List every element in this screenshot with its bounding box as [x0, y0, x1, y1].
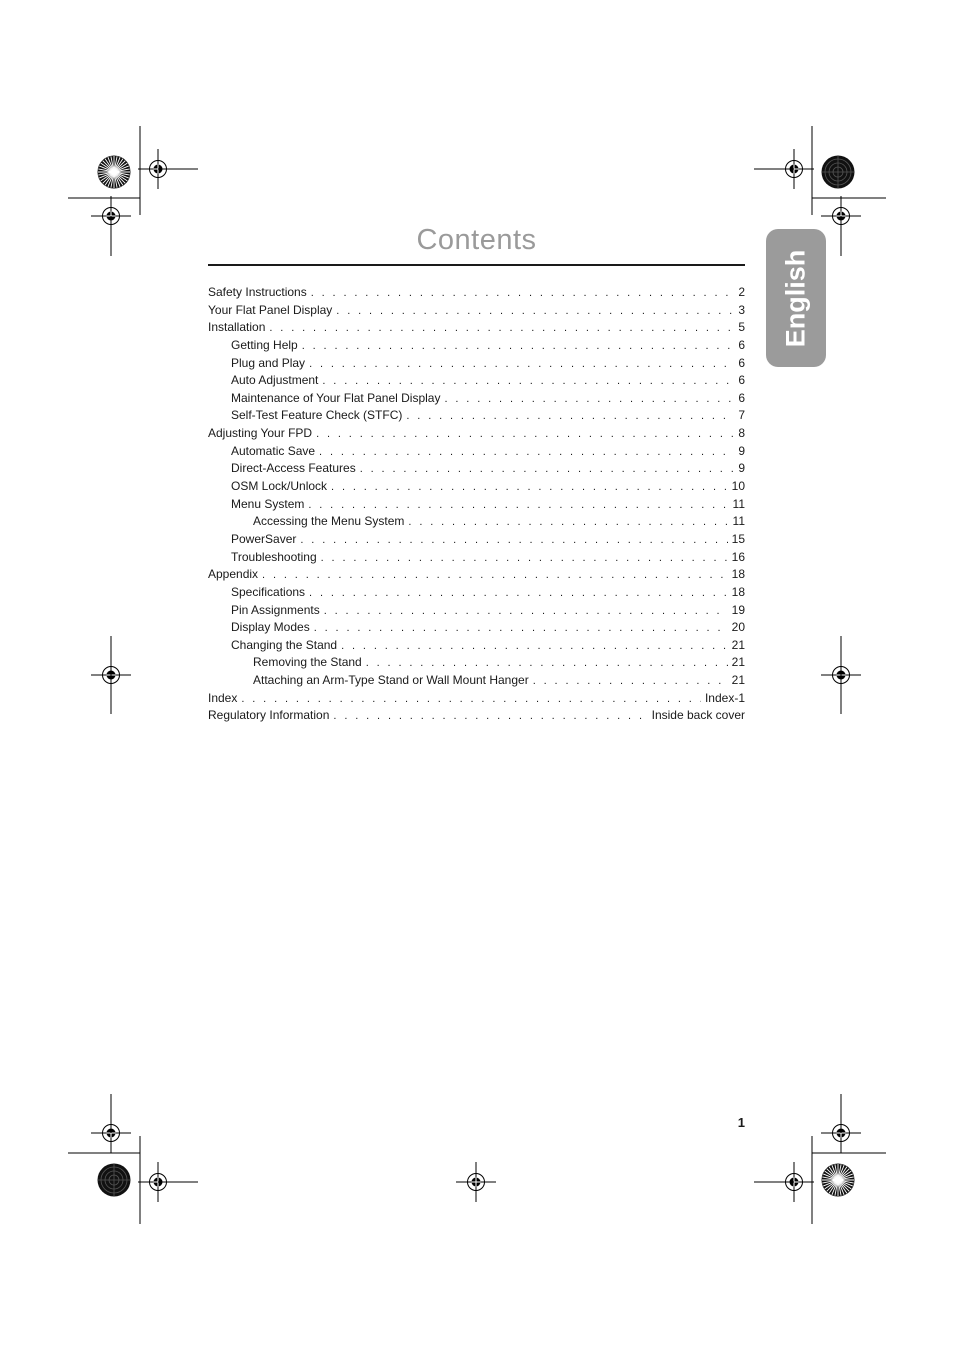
toc-entry[interactable] — [208, 602, 745, 620]
toc-entry-page: 19 — [731, 602, 745, 617]
toc-entry[interactable] — [208, 654, 745, 672]
toc-dot-leader — [309, 585, 728, 603]
toc-entry-page: 9 — [738, 461, 745, 476]
toc-entry-page: 3 — [738, 302, 745, 317]
toc-entry-page: 9 — [738, 443, 745, 458]
toc-entry-label: Accessing the Menu System — [253, 514, 405, 529]
toc-entry[interactable] — [208, 284, 745, 302]
toc-entry-label: Pin Assignments — [231, 602, 320, 617]
toc-entry[interactable] — [208, 372, 745, 390]
toc-dot-leader — [302, 338, 735, 356]
toc-entry[interactable] — [208, 619, 745, 637]
toc-entry[interactable] — [208, 637, 745, 655]
toc-entry-label: Safety Instructions — [208, 285, 307, 299]
toc-entry[interactable] — [208, 584, 745, 602]
toc-entry-page: Index-1 — [704, 690, 745, 705]
color-wheel-icon — [98, 156, 131, 189]
toc-entry[interactable] — [208, 707, 745, 725]
page-title: Contents — [416, 224, 537, 256]
toc-entry-page: 18 — [731, 584, 745, 599]
toc-entry[interactable] — [208, 443, 745, 461]
toc-entry-label: Getting Help — [231, 337, 298, 352]
toc-entry-label: Your Flat Panel Display — [208, 302, 333, 317]
table-of-contents — [208, 284, 745, 725]
toc-entry[interactable] — [208, 513, 745, 531]
toc-dot-leader — [314, 620, 728, 638]
toc-entry-label: Regulatory Information — [208, 708, 330, 723]
toc-dot-leader — [308, 497, 728, 515]
toc-entry-page: 10 — [731, 479, 745, 494]
toc-entry-label: Direct-Access Features — [231, 461, 356, 476]
toc-entry-page: 7 — [738, 408, 745, 423]
toc-entry-page: 16 — [731, 549, 745, 564]
toc-entry[interactable] — [208, 425, 745, 443]
toc-entry-label: Display Modes — [231, 620, 310, 635]
toc-entry-label: Maintenance of Your Flat Panel Display — [231, 390, 441, 405]
toc-entry-label: Troubleshooting — [231, 549, 317, 564]
toc-dot-leader — [341, 638, 728, 656]
toc-entry-page: 6 — [738, 373, 745, 388]
toc-dot-leader — [408, 514, 728, 532]
toc-entry-page: 21 — [731, 673, 745, 688]
toc-entry-page: 11 — [732, 514, 745, 529]
toc-entry-page: Inside back cover — [651, 708, 745, 723]
toc-entry[interactable] — [208, 496, 745, 514]
toc-entry-label: PowerSaver — [231, 531, 297, 546]
toc-entry-label: Installation — [208, 320, 266, 335]
toc-dot-leader — [406, 408, 734, 426]
toc-entry-label: Self-Test Feature Check (STFC) — [231, 408, 403, 423]
toc-entry-page: 18 — [731, 567, 745, 582]
toc-dot-leader — [321, 550, 728, 568]
toc-entry[interactable] — [208, 390, 745, 408]
toc-dot-leader — [322, 373, 734, 391]
toc-entry[interactable] — [208, 672, 745, 690]
color-wheel-icon — [98, 1164, 131, 1197]
toc-entry-label: Specifications — [231, 584, 306, 599]
toc-dot-leader — [336, 303, 734, 321]
toc-entry[interactable] — [208, 549, 745, 567]
toc-entry[interactable] — [208, 337, 745, 355]
toc-entry[interactable] — [208, 407, 745, 425]
toc-entry[interactable] — [208, 531, 745, 549]
toc-entry-label: Appendix — [208, 567, 259, 582]
toc-entry-page: 6 — [738, 355, 745, 370]
toc-entry-page: 15 — [731, 531, 745, 546]
toc-entry-page: 6 — [738, 390, 745, 405]
toc-dot-leader — [533, 673, 728, 691]
toc-entry-label: Index — [208, 690, 238, 705]
toc-entry-label: Menu System — [231, 496, 305, 511]
toc-entry-page: 21 — [731, 637, 745, 652]
toc-dot-leader — [311, 285, 735, 303]
toc-entry-label: Adjusting Your FPD — [208, 426, 313, 441]
toc-entry-page: 11 — [732, 496, 745, 511]
toc-entry-label: Removing the Stand — [253, 655, 362, 670]
toc-entry-page: 21 — [731, 655, 745, 670]
toc-dot-leader — [331, 479, 728, 497]
toc-entry-page: 20 — [731, 620, 745, 635]
toc-entry-label: Attaching an Arm-Type Stand or Wall Mount Hanger — [253, 673, 529, 688]
toc-entry[interactable] — [208, 302, 745, 320]
toc-dot-leader — [324, 603, 728, 621]
toc-entry-page: 5 — [738, 320, 745, 335]
toc-dot-leader — [319, 444, 734, 462]
toc-dot-leader — [366, 655, 728, 673]
toc-entry-label: Plug and Play — [231, 355, 306, 370]
color-wheel-icon — [822, 156, 855, 189]
page-number: 1 — [737, 1115, 745, 1130]
toc-dot-leader — [444, 391, 734, 409]
toc-dot-leader — [241, 691, 701, 709]
toc-entry[interactable] — [208, 355, 745, 373]
toc-entry-label: Auto Adjustment — [231, 373, 319, 388]
toc-dot-leader — [316, 426, 734, 444]
toc-dot-leader — [360, 461, 735, 479]
toc-entry[interactable] — [208, 478, 745, 496]
toc-dot-leader — [333, 708, 647, 726]
toc-entry-page: 8 — [738, 426, 745, 441]
toc-dot-leader — [269, 320, 734, 338]
toc-entry-page: 6 — [738, 337, 745, 352]
toc-dot-leader — [300, 532, 727, 550]
language-tab-label: English — [780, 249, 811, 347]
toc-entry[interactable] — [208, 460, 745, 478]
registration-mark-icon — [456, 1162, 496, 1202]
toc-dot-leader — [262, 567, 728, 585]
toc-dot-leader — [309, 356, 734, 374]
toc-entry[interactable] — [208, 566, 745, 584]
color-wheel-icon — [822, 1164, 855, 1197]
language-tab — [766, 229, 826, 367]
toc-entry-label: Changing the Stand — [231, 637, 338, 652]
toc-entry-label: OSM Lock/Unlock — [231, 479, 328, 494]
toc-entry-label: Automatic Save — [231, 443, 316, 458]
toc-entry[interactable] — [208, 690, 745, 708]
title-rule — [208, 264, 745, 266]
toc-entry-page: 2 — [738, 285, 745, 299]
toc-entry[interactable] — [208, 319, 745, 337]
